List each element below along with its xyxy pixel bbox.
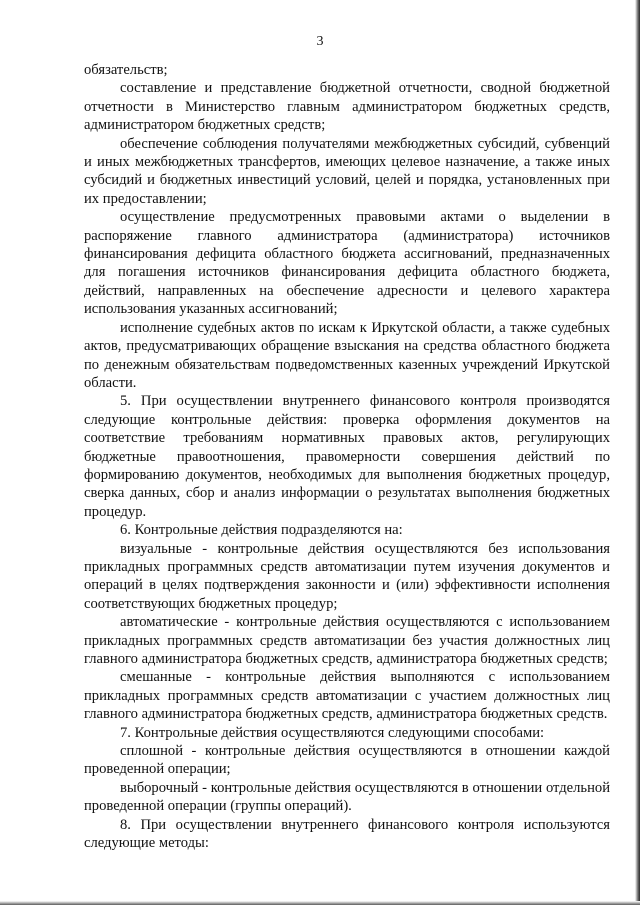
scan-edge-shadow: [0, 901, 640, 905]
paragraph: осуществление предусмотренных правовыми актами о выделении в распоряжение главного администратора (администратора) источников финансирования дефицита областного бюджета ассигнований, предназначенных для погашения источников финансирования дефицита областного бюджета, действий, направленных на обеспечение адресности и целевого характера использования указанных ассигнований;: [84, 209, 610, 318]
paragraph: выборочный - контрольные действия осуществляются в отношении отдельной проведенной операции (группы операций).: [84, 779, 610, 815]
paragraph: исполнение судебных актов по искам к Иркутской области, а также судебных актов, предусматривающих обращение взыскания на средства областного бюджета по денежным обязательствам подведомственных казенных учреждений Иркутской области.: [84, 319, 610, 391]
paragraph: 8. При осуществлении внутреннего финансового контроля используются следующие методы:: [84, 816, 610, 852]
paragraph: 5. При осуществлении внутреннего финансового контроля производятся следующие контрольные действия: проверка оформления документов на соответствие требованиям нормативных правовых актов, регулирующих бюджетные правоотношения, правомерности совершения действий по формированию документов, необходимых для выполнения бюджетных процедур, сверка данных, сбор и анализ информации о результатах выполнения бюджетных процедур.: [84, 393, 610, 520]
paragraph: 6. Контрольные действия подразделяются на:: [120, 522, 403, 539]
paragraph: автоматические - контрольные действия осуществляются с использованием прикладных программных средств автоматизации без участия должностных лиц главного администратора бюджетных средств, администратора бюджетных средств;: [84, 614, 610, 667]
scan-edge-shadow: [635, 0, 640, 905]
page-number: 3: [316, 34, 324, 49]
paragraph: составление и представление бюджетной отчетности, сводной бюджетной отчетности в Министерство главным администратором бюджетных средств, администратором бюджетных средств;: [84, 80, 610, 134]
paragraph: 7. Контрольные действия осуществляются следующими способами:: [120, 724, 545, 741]
document-body: [84, 61, 610, 852]
paragraph: обеспечение соблюдения получателями межбюджетных субсидий, субвенций и иных межбюджетных трансфертов, имеющих целевое назначение, а также иных субсидий и бюджетных инвестиций условий, целей и порядка, установленных при их предоставлении;: [84, 135, 610, 207]
paragraph: смешанные - контрольные действия выполняются с использованием прикладных программных средств автоматизации с участием должностных лиц главного администратора бюджетных средств, администратора бюджетных средств.: [84, 669, 610, 723]
paragraph: сплошной - контрольные действия осуществляются в отношении каждой проведенной операции;: [84, 743, 610, 778]
paragraph: визуальные - контрольные действия осуществляются без использования прикладных программных средств автоматизации путем изучения документов и операций в целях подтверждения законности и (или) эффективности исполнения соответствующих бюджетных процедур;: [84, 540, 610, 612]
paragraph: обязательств;: [84, 62, 168, 78]
